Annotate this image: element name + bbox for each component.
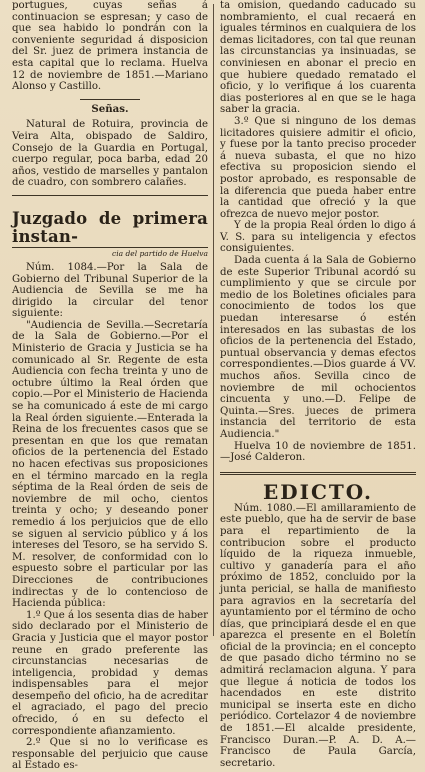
paragraph-circular-intro: Núm. 1084.—Por la Sala de Gobierno del Tribunal Superior de la Audiencia de Sevilla se me ha dirigido la circular del tenor siguiente: (12, 261, 208, 320)
paragraph-order: Y de la propia Real órden lo digo á V. S. para su inteligencia y efectos consiguientes. (220, 220, 416, 255)
paragraph-circular-body: "Audiencia de Sevilla.—Secretaría de la Sala de Gobierno.—Por el Ministerio de Gracia y Justicia se ha comunicado al Sr. Regente de esta Audiencia con fecha treinta y uno de octubre último la Real órden que copio.—Por el Ministerio de Hacienda se ha comunicado á este de mi cargo la Real órden siguiente.—Enterada la Reina de los frecuentes casos que se presentan en que los que rematan oficios de la pertenencia del Estado no hacen efectivas sus proposiciones en el término marcado en la regla séptima de la Real órden de seis de noviembre de mil ocho, cientos treinta y ocho; y deseando poner remedio á los perjuicios que de ello se siguen al servicio público y á los intereses del Tesoro, se ha servido S. M. resolver, de conformidad con lo espuesto sobre el particular por las Direcciones de contribuciones indirectas y de lo contencioso de Hacienda pública: (12, 319, 208, 610)
paragraph-description: Natural de Rotuira, provincia de Veira Alta, obispado de Saldiro, Consejo de la Guardia en Portugal, cuerpo regular, poca barba, edad 20 años, vestido de marselles y pantalon de cuadro, con sombrero calañes. (12, 119, 208, 189)
paragraph-edicto: Núm. 1080.—El amillaramiento de este pueblo, que ha de servir de base para el repartimiento de la contribucion sobre el producto líquido de la riqueza inmueble, cultivo y ganadería para el año próximo de 1852, concluido por la junta pericial, se halla de manifiesto para agravios en la secretaría del ayuntamiento por el término de ocho días, que principiará desde el en que aparezca el presente en el Boletín oficial de la provincia; en el concepto de que pasado dicho término no se admitirá reclamacion alguna. Y para que llegue á noticia de todos los hacendados en este distrito municipal se inserta este en dicho periódico. Cortelazor 4 de noviembre de 1851.—El alcalde presidente, Francisco Duran.—P. A. D. A.—Francisco de Paula García, secretario. (220, 502, 416, 769)
senas-title: Señas. (91, 102, 129, 115)
signature-line: Huelva 10 de noviembre de 1851.—José Calderon. (220, 440, 416, 464)
section-heading: Juzgado de primera instan- (12, 208, 208, 246)
divider-rule (12, 195, 208, 196)
section-subheading: cia del partido de Huelva (112, 248, 208, 258)
edicto-heading: EDICTO. (263, 479, 373, 504)
paragraph-rule-2: 2.º Que si no lo verificase es responsable del perjuicio que cause al Estado es- (12, 737, 208, 772)
paragraph-rule-3: 3.º Que si ninguno de los demas licitadores quisiere admitir el oficio, y fuese por la tanto preciso proceder á nueva subasta, el que no hizo efectiva su proposicion siendo el postor aprobado, es responsable de la diferencia que pueda haber entre la cantidad que ofreció y la que ofrezca de nuevo mejor postor. (220, 115, 416, 220)
right-column (220, 0, 416, 769)
paragraph-rule-1: 1.º Que á los sesenta dias de haber sido declarado por el Ministerio de Gracia y Justicia que el mayor postor reune en grado preferente las circunstancias necesarias de inteligencia, probidad y demas indispensables para el mejor desempeño del oficio, ha de acreditar el agraciado, el pago del precio ofrecido, ó en su defecto el correspondiente afianzamiento. (12, 609, 208, 737)
divider-rule (220, 472, 416, 475)
paragraph-sala-gobierno: Dada cuenta á la Sala de Gobierno de este Superior Tribunal acordó su cumplimiento y que se circule por medio de los Boletines oficiales para conocimiento de todos los que puedan interesarse ó estén interesados en las subastas de los oficios de la pertenencia del Estado, puntual observancia y demas efectos correspondientes.—Dios guarde á VV. muchos años. Sevilla cinco de noviembre de mil ochocientos cincuenta y uno.—D. Felipe de Quinta.—Sres. jueces de primera instancia del territorio de esta Audiencia." (220, 255, 416, 440)
paragraph-fugitive-notice: portugues, cuyas señas á continuacion se espresan; y caso de que sea habido lo pondrán con la conveniente seguridad á disposicion del Sr. juez de primera instancia de esta capital que lo reclama. Huelva 12 de noviembre de 1851.—Mariano Alonso y Castillo. (12, 0, 208, 93)
column-divider (213, 4, 214, 636)
left-column (12, 0, 208, 772)
paragraph-continuation: ta omision, quedando caducado su nombramiento, el cual recaerá en iguales términos en cualquiera de los demas licitadores, con tal que reunan las circunstancias ya insinuadas, se conviniesen en abonar el precio en que hubiere quedado rematado el oficio, y lo verifique á los cuarenta dias posteriores al en que se le haga saber la gracia. (220, 0, 416, 116)
divider-rule (80, 99, 140, 100)
